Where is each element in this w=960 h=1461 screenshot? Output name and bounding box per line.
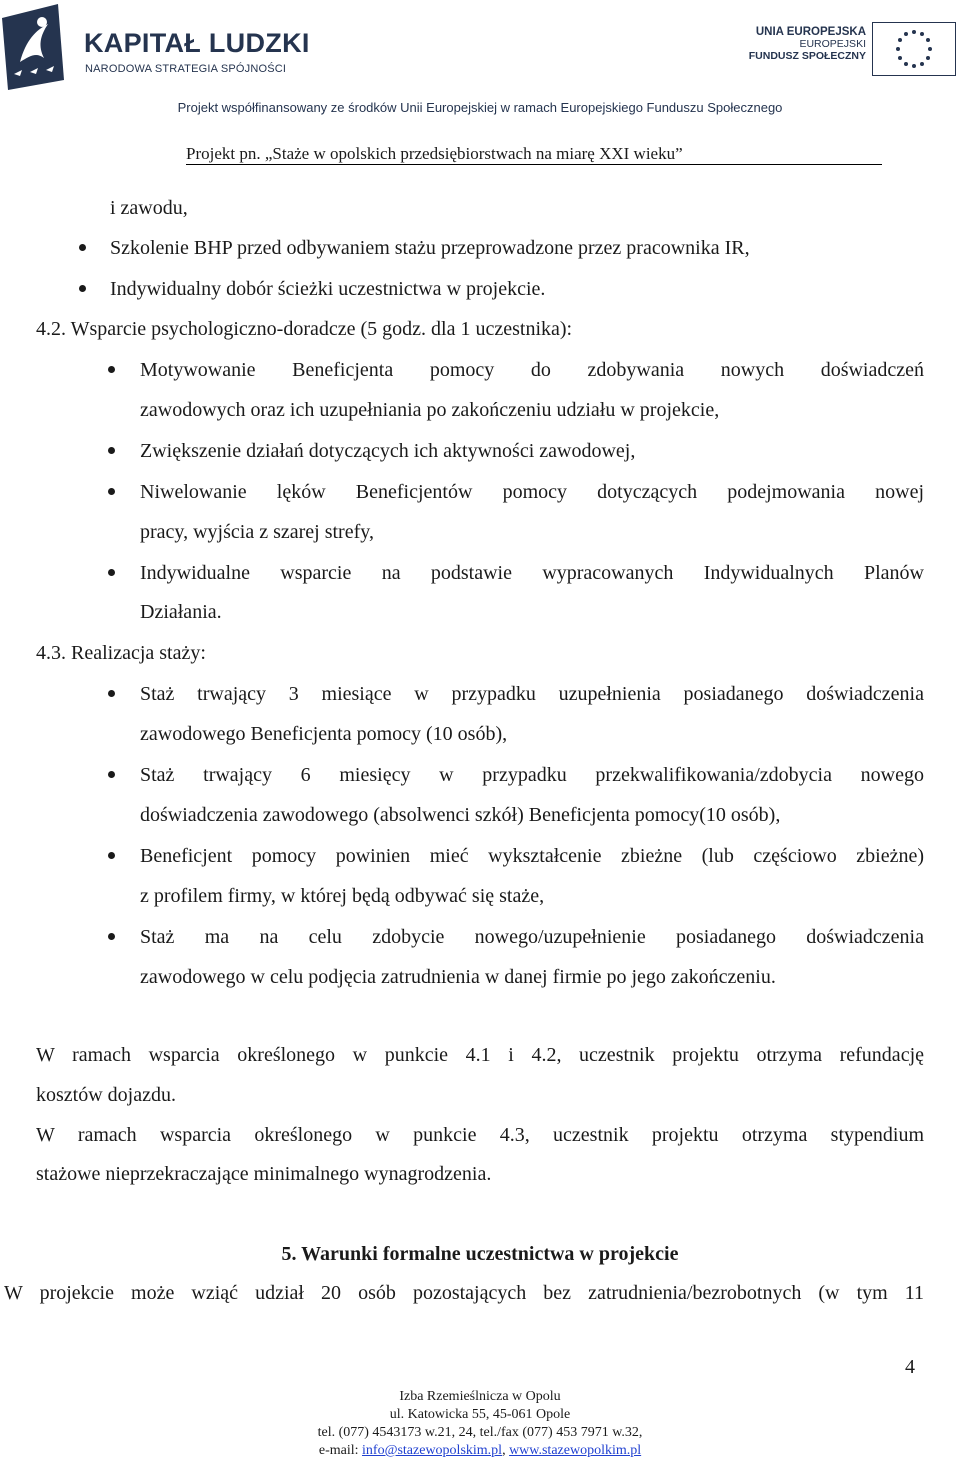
- bullet-icon: [108, 852, 115, 859]
- bullet-icon: [108, 933, 115, 940]
- footer-contact: [0, 1442, 960, 1460]
- bullet-icon: [108, 569, 115, 576]
- list-item: Motywowanie Beneficjenta pomocy do zdobywania nowych doświadczeń: [140, 359, 924, 381]
- paragraph-stipend-continuation: stażowe nieprzekraczające minimalnego wynagrodzenia.: [36, 1163, 492, 1185]
- continuation-text: i zawodu,: [110, 197, 188, 219]
- bullet-icon: [79, 244, 86, 251]
- section-heading-4-2: 4.2. Wsparcie psychologiczno-doradcze (5 godz. dla 1 uczestnika):: [36, 318, 573, 340]
- bullet-icon: [108, 447, 115, 454]
- section-heading-5: 5. Warunki formalne uczestnictwa w projekcie: [281, 1243, 679, 1265]
- page-number: 4: [905, 1356, 915, 1378]
- footer-address: ul. Katowicka 55, 45-061 Opole: [389, 1407, 571, 1422]
- list-item: Zwiększenie działań dotyczących ich aktywności zawodowej,: [140, 440, 636, 462]
- eu-fund-text: [700, 26, 866, 62]
- footer-email-label: e-mail:: [318, 1443, 359, 1458]
- bullet-icon: [108, 771, 115, 778]
- eu-line-3: FUNDUSZ SPOŁECZNY: [748, 50, 866, 62]
- project-name: Projekt pn. „Staże w opolskich przedsiębiorstwach na miarę XXI wieku”: [186, 144, 882, 165]
- footer-separator: ,: [502, 1443, 506, 1458]
- list-item: Staż trwający 3 miesiące w przypadku uzupełnienia posiadanego doświadczenia: [140, 683, 924, 705]
- list-item-continuation: z profilem firmy, w której będą odbywać się staże,: [140, 885, 545, 907]
- bullet-icon: [108, 690, 115, 697]
- footer-website-link[interactable]: www.stazewopolkim.pl: [509, 1443, 642, 1458]
- list-item-continuation: Działania.: [140, 601, 222, 623]
- footer-org: Izba Rzemieślnicza w Opolu: [399, 1389, 561, 1404]
- section-5-text: W projekcie może wziąć udział 20 osób pozostających bez zatrudnienia/bezrobotnych (w tym 11: [4, 1282, 924, 1304]
- list-item: Indywidualny dobór ścieżki uczestnictwa w projekcie.: [110, 278, 546, 300]
- list-item: Beneficjent pomocy powinien mieć wykształcenie zbieżne (lub częściowo zbieżne): [140, 845, 924, 867]
- bullet-icon: [79, 285, 86, 292]
- kapital-ludzki-title: KAPITAŁ LUDZKI: [84, 28, 310, 58]
- footer-phones: tel. (077) 4543173 w.21, 24, tel./fax (077) 453 7971 w.32,: [317, 1425, 643, 1440]
- paragraph-stipend: W ramach wsparcia określonego w punkcie 4.3, uczestnik projektu otrzyma stypendium: [36, 1124, 924, 1146]
- bullet-icon: [108, 366, 115, 373]
- list-item-continuation: zawodowego w celu podjęcia zatrudnienia w danej firmie po jego zakończeniu.: [140, 966, 776, 988]
- list-item: Niwelowanie lęków Beneficjentów pomocy dotyczących podejmowania nowej: [140, 481, 924, 503]
- list-item-continuation: zawodowego Beneficjenta pomocy (10 osób),: [140, 723, 508, 745]
- cofinance-statement: Projekt współfinansowany ze środków Unii Europejskiej w ramach Europejskiego Funduszu Społecznego: [177, 100, 783, 115]
- list-item: Szkolenie BHP przed odbywaniem stażu przeprowadzone przez pracownika IR,: [110, 237, 750, 259]
- kapital-ludzki-subtitle: NARODOWA STRATEGIA SPÓJNOŚCI: [85, 63, 287, 75]
- paragraph-refund: W ramach wsparcia określonego w punkcie 4.1 i 4.2, uczestnik projektu otrzyma refundację: [36, 1044, 924, 1066]
- section-heading-4-3: 4.3. Realizacja staży:: [36, 642, 206, 664]
- list-item: Staż ma na celu zdobycie nowego/uzupełnienie posiadanego doświadczenia: [140, 926, 924, 948]
- list-item-continuation: doświadczenia zawodowego (absolwenci szkół) Beneficjenta pomocy(10 osób),: [140, 804, 781, 826]
- paragraph-refund-continuation: kosztów dojazdu.: [36, 1084, 176, 1106]
- eu-flag-icon: [872, 22, 956, 76]
- eu-line-1: UNIA EUROPEJSKA: [755, 26, 866, 38]
- list-item: Indywidualne wsparcie na podstawie wypracowanych Indywidualnych Planów: [140, 562, 924, 584]
- eu-line-2: EUROPEJSKI: [799, 38, 866, 50]
- list-item-continuation: zawodowych oraz ich uzupełniania po zakończeniu udziału w projekcie,: [140, 399, 720, 421]
- list-item: Staż trwający 6 miesięcy w przypadku przekwalifikowania/zdobycia nowego: [140, 764, 924, 786]
- bullet-icon: [108, 488, 115, 495]
- list-item-continuation: pracy, wyjścia z szarej strefy,: [140, 521, 374, 543]
- footer-email-link[interactable]: info@stazewopolskim.pl: [362, 1443, 503, 1458]
